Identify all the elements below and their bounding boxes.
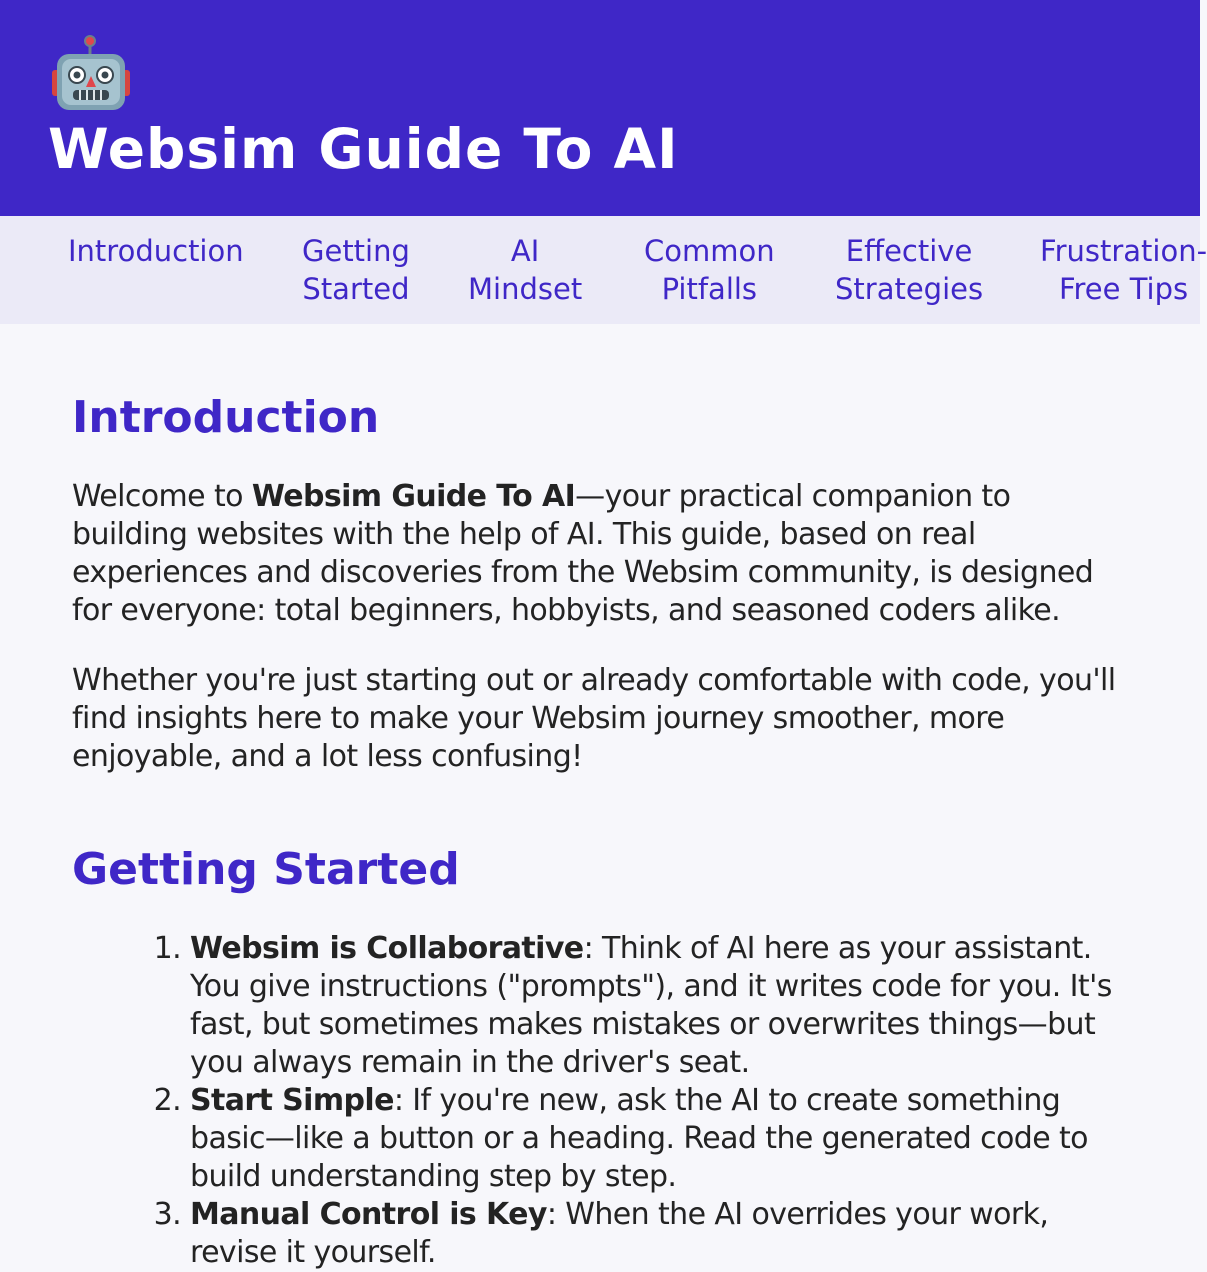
text-run: Welcome to: [72, 479, 252, 514]
nav-link-getting-started[interactable]: [302, 232, 410, 308]
nav-link-ai-mindset[interactable]: [468, 232, 582, 308]
text-run: —your practical companion to building websites with the help of AI. This guide, based on real experiences and discoveries from the Websim community, is designed for everyone: total beginners, hobbyists, and seasoned coders alike.: [72, 479, 1094, 628]
section-introduction: [72, 324, 1128, 776]
list-item-text: : If you're new, ask the AI to create something basic—like a button or a heading. Read the generated code to build understanding step by step.: [190, 1083, 1088, 1194]
site-header: [0, 0, 1200, 216]
section-heading: Getting Started: [72, 844, 460, 895]
list-item: [190, 1196, 1128, 1272]
nav-link-effective-strategies[interactable]: [835, 232, 983, 308]
nav-link-common-pitfalls[interactable]: [644, 232, 775, 308]
site-title: Websim Guide To AI: [48, 117, 679, 181]
list-item-text: : Think of AI here as your assistant. You give instructions ("prompts"), and it writes code for you. It's fast, but sometimes makes mistakes or overwrites things—but you always remain in the driver's seat.: [190, 931, 1112, 1080]
nav-link-label: Pitfalls: [661, 272, 758, 306]
nav-link-label: Mindset: [468, 272, 583, 306]
nav-link-label: AI: [510, 234, 540, 268]
robot-icon: [50, 34, 134, 116]
list-item-title: Manual Control is Key: [190, 1197, 547, 1232]
nav-link-label: Started: [302, 272, 410, 306]
nav-link-label: Free Tips: [1058, 272, 1189, 306]
main-nav: [0, 216, 1207, 324]
intro-paragraph: [72, 478, 1128, 630]
list-item: [190, 1082, 1128, 1196]
section-heading: Introduction: [72, 392, 380, 443]
nav-link-label: Strategies: [835, 272, 984, 306]
nav-link-frustration-free-tips[interactable]: [1040, 232, 1207, 308]
nav-link-label: Getting: [302, 234, 410, 268]
nav-link-label: Common: [644, 234, 775, 268]
list-item-title: Start Simple: [190, 1083, 394, 1118]
nav-link-label: Frustration-: [1040, 234, 1207, 268]
intro-paragraph: Whether you're just starting out or already comfortable with code, you'll find insights here to make your Websim journey smoother, more enjoyable, and a lot less confusing!: [72, 663, 1116, 774]
main-content: [0, 324, 1200, 1272]
site-name-emphasis: Websim Guide To AI: [251, 479, 576, 514]
nav-link-introduction[interactable]: [68, 232, 244, 270]
getting-started-list: [72, 930, 1128, 1272]
list-item: [190, 930, 1128, 1082]
section-getting-started: [72, 776, 1128, 1272]
nav-link-label: Introduction: [68, 234, 244, 268]
list-item-text: : When the AI overrides your work, revise it yourself.: [190, 1197, 1049, 1270]
list-item-title: Websim is Collaborative: [190, 931, 584, 966]
nav-link-label: Effective: [845, 234, 973, 268]
